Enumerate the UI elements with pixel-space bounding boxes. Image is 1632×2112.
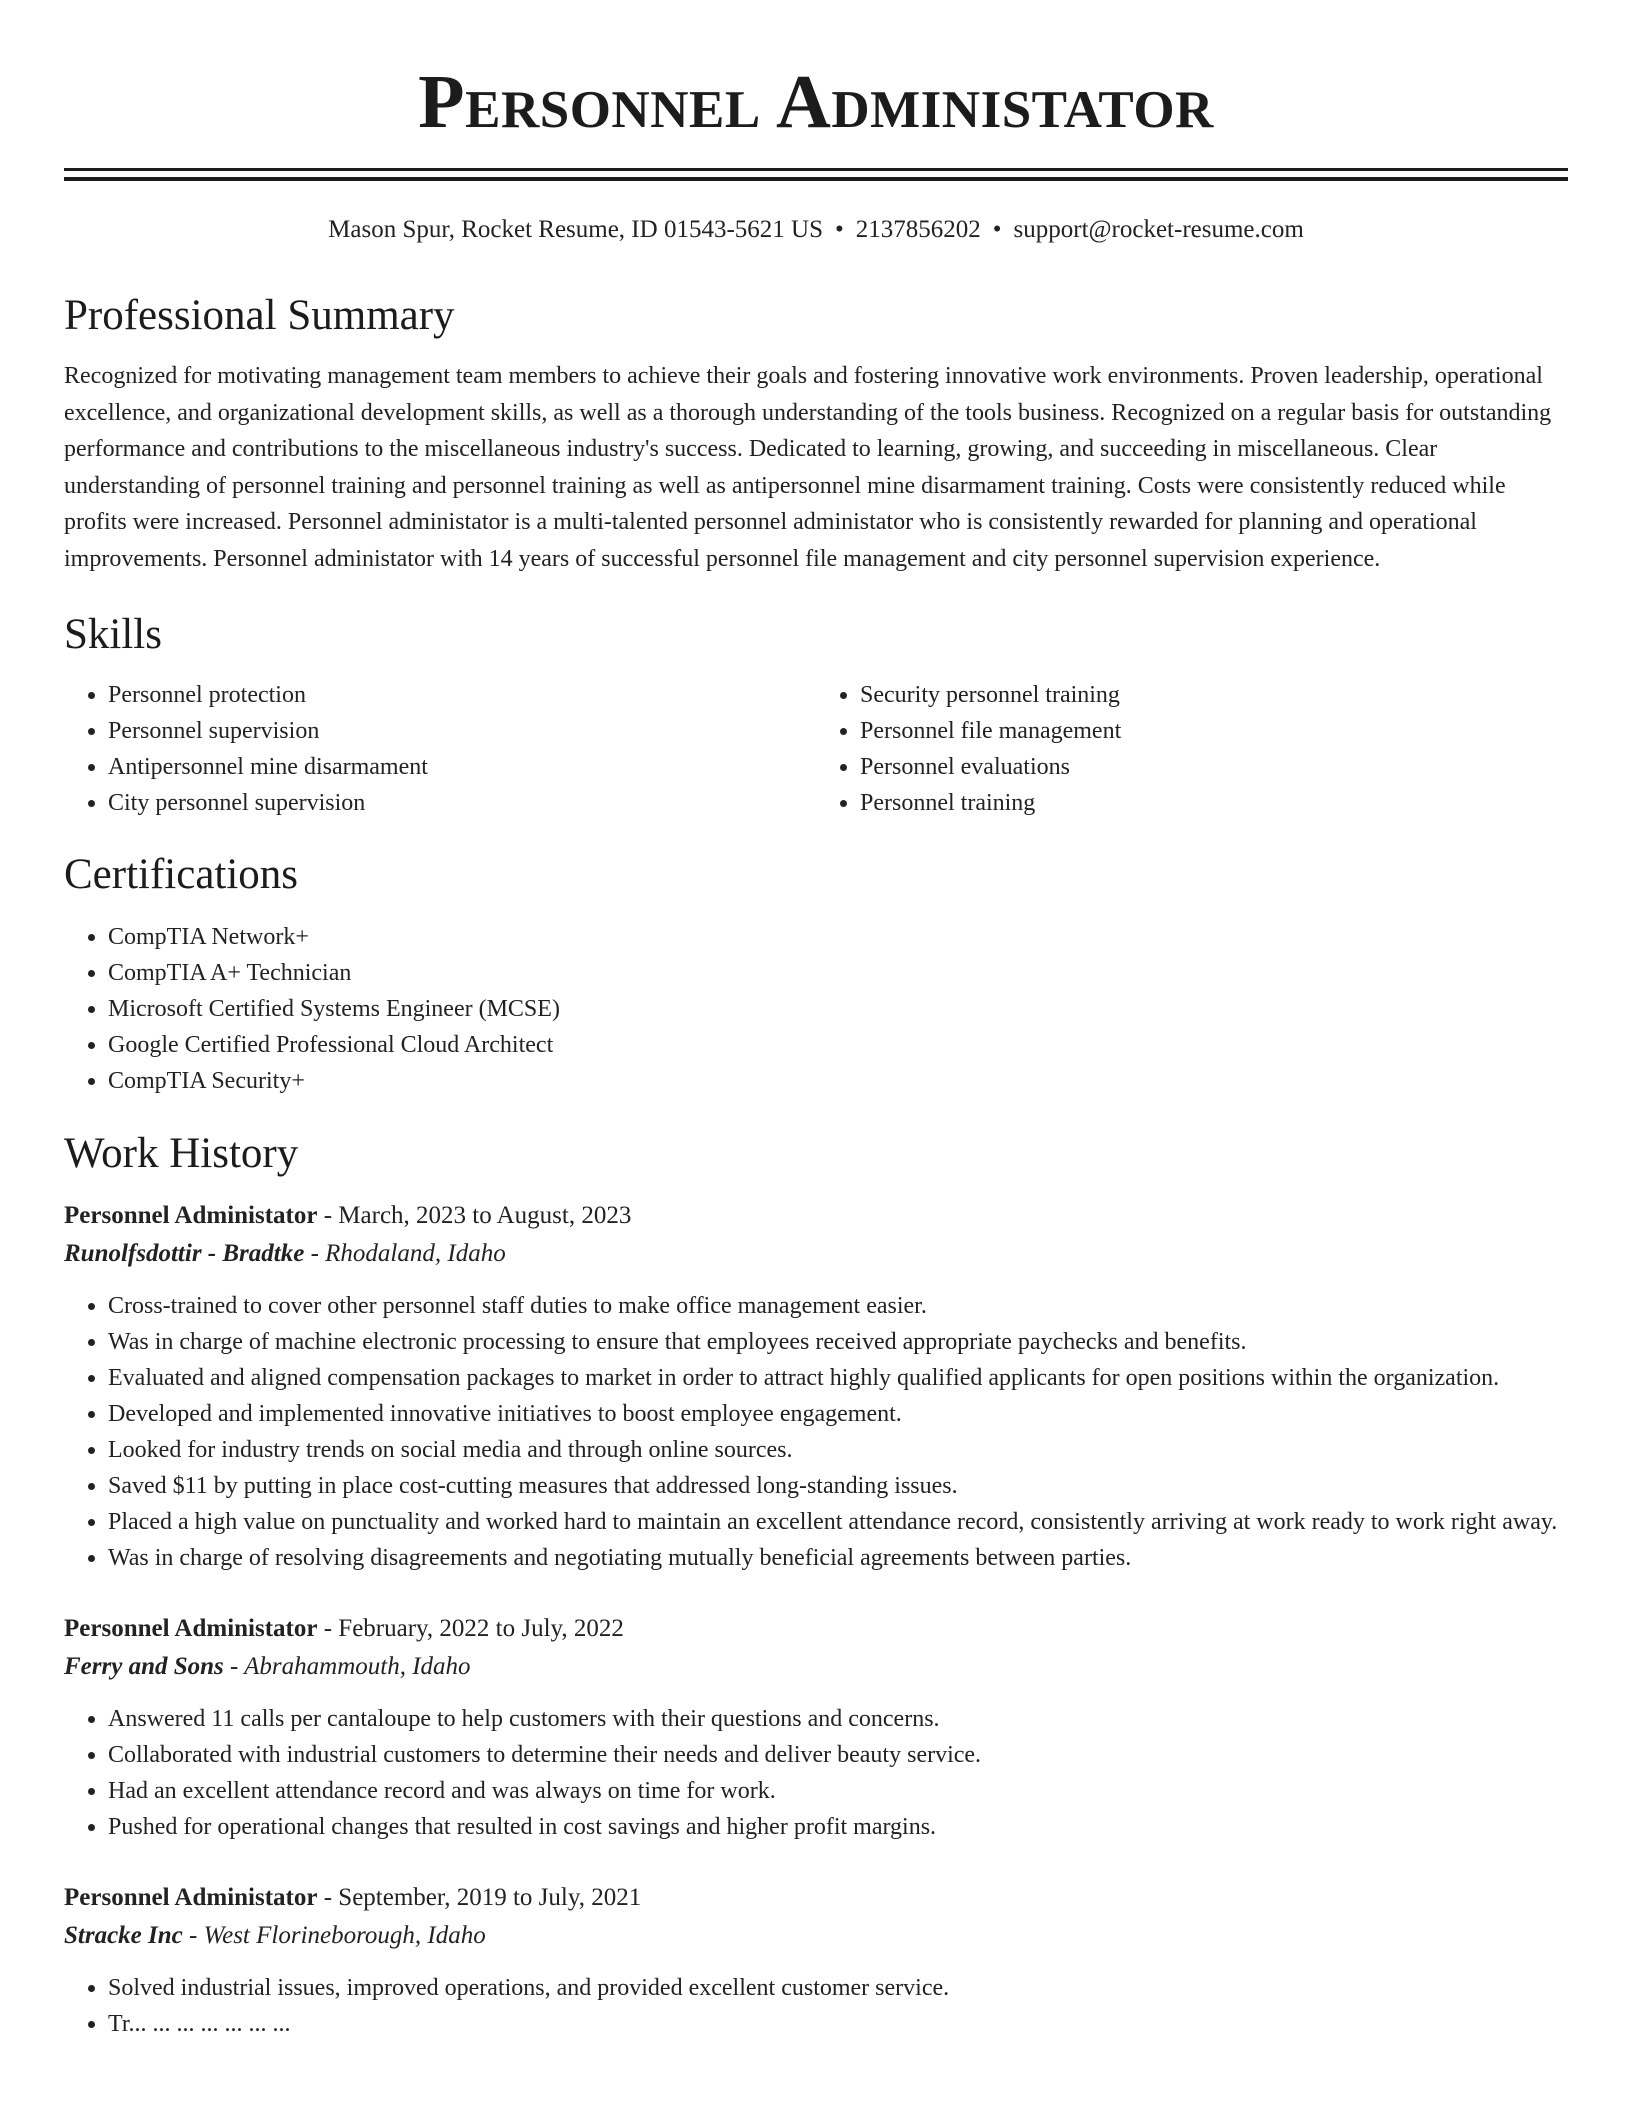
header-divider-thin bbox=[64, 177, 1568, 181]
contact-separator: • bbox=[992, 216, 1002, 243]
job-location: - Abrahammouth, Idaho bbox=[223, 1653, 471, 1680]
skills-columns bbox=[64, 677, 1568, 821]
resume-name: Personnel Administator bbox=[418, 60, 1214, 144]
job-entry bbox=[64, 1610, 1568, 1845]
job-company: Runolfsdottir - Bradtke bbox=[64, 1240, 305, 1267]
job-bullet: • Was in charge of resolving disagreements and negotiating mutually beneficial agreements between parties. bbox=[108, 1540, 1568, 1576]
job-bullet-list bbox=[64, 1970, 1568, 2042]
job-company: Stracke Inc bbox=[64, 1922, 183, 1949]
section-heading-work-history: Work History bbox=[64, 1130, 299, 1177]
skills-list-left bbox=[64, 677, 816, 821]
header-divider-thick bbox=[64, 168, 1568, 171]
job-bullet: • Answered 11 calls per cantaloupe to help customers with their questions and concerns. bbox=[108, 1701, 1568, 1737]
contact-line bbox=[64, 215, 1568, 245]
job-bullet: • Collaborated with industrial customers to determine their needs and deliver beauty service. bbox=[108, 1737, 1568, 1773]
certification-item: • CompTIA A+ Technician bbox=[108, 955, 1568, 991]
certification-item: • Microsoft Certified Systems Engineer (MCSE) bbox=[108, 991, 1568, 1027]
job-location: - Rhodaland, Idaho bbox=[304, 1240, 506, 1267]
skill-item: • Personnel supervision bbox=[108, 713, 816, 749]
job-title-line bbox=[64, 1879, 1568, 1917]
job-bullet: • Pushed for operational changes that resulted in cost savings and higher profit margins. bbox=[108, 1809, 1568, 1845]
job-title: Personnel Administator bbox=[64, 1615, 318, 1642]
job-bullet: • Had an excellent attendance record and was always on time for work. bbox=[108, 1773, 1568, 1809]
skills-list-right bbox=[816, 677, 1568, 821]
job-title: Personnel Administator bbox=[64, 1202, 318, 1229]
skill-item: • Personnel evaluations bbox=[860, 749, 1568, 785]
certifications-list bbox=[64, 919, 1568, 1099]
job-bullet-list bbox=[64, 1701, 1568, 1845]
job-company: Ferry and Sons bbox=[64, 1653, 224, 1680]
job-bullet: • Placed a high value on punctuality and worked hard to maintain an excellent attendance record, consistently arriving at work ready to work right away. bbox=[108, 1504, 1568, 1540]
job-bullet: • Was in charge of machine electronic processing to ensure that employees received appropriate paychecks and benefits. bbox=[108, 1324, 1568, 1360]
job-bullet: • Evaluated and aligned compensation packages to market in order to attract highly qualified applicants for open positions within the organization. bbox=[108, 1360, 1568, 1396]
job-bullet: • Looked for industry trends on social media and through online sources. bbox=[108, 1432, 1568, 1468]
section-heading-summary: Professional Summary bbox=[64, 292, 455, 339]
contact-separator: • bbox=[834, 216, 844, 243]
job-company-line bbox=[64, 1917, 1568, 1955]
job-title-line bbox=[64, 1610, 1568, 1648]
section-heading-skills: Skills bbox=[64, 611, 162, 658]
job-bullet: • Saved $11 by putting in place cost-cutting measures that addressed long-standing issues. bbox=[108, 1468, 1568, 1504]
skill-item: • Personnel file management bbox=[860, 713, 1568, 749]
skill-item: • Antipersonnel mine disarmament bbox=[108, 749, 816, 785]
job-location: - West Florineborough, Idaho bbox=[182, 1922, 486, 1949]
certification-item: • Google Certified Professional Cloud Architect bbox=[108, 1027, 1568, 1063]
job-dates: - February, 2022 to July, 2022 bbox=[317, 1615, 624, 1642]
section-heading-certifications: Certifications bbox=[64, 851, 299, 898]
job-title-line bbox=[64, 1197, 1568, 1235]
job-bullet: • Solved industrial issues, improved operations, and provided excellent customer service. bbox=[108, 1970, 1568, 2006]
job-bullet: • Tr... ... ... ... ... ... ... bbox=[108, 2006, 1568, 2042]
job-dates: - September, 2019 to July, 2021 bbox=[317, 1884, 642, 1911]
job-dates: - March, 2023 to August, 2023 bbox=[317, 1202, 632, 1229]
skill-item: • City personnel supervision bbox=[108, 785, 816, 821]
contact-phone: 2137856202 bbox=[855, 216, 981, 243]
contact-email: support@rocket-resume.com bbox=[1013, 216, 1304, 243]
job-entry bbox=[64, 1197, 1568, 1576]
job-company-line bbox=[64, 1648, 1568, 1686]
contact-address: Mason Spur, Rocket Resume, ID 01543-5621 US bbox=[328, 216, 823, 243]
skill-item: • Personnel protection bbox=[108, 677, 816, 713]
job-bullet: • Developed and implemented innovative initiatives to boost employee engagement. bbox=[108, 1396, 1568, 1432]
skill-item: • Personnel training bbox=[860, 785, 1568, 821]
summary-text: Recognized for motivating management team members to achieve their goals and fostering innovative work environments. Proven leadership, operational excellence, and organizational development skills, as well as a thorough understanding of the tools business. Recognized on a regular basis for outstanding performance and contributions to the miscellaneous industry's success. Dedicated to learning, growing, and succeeding in miscellaneous. Clear understanding of personnel training and personnel training as well as antipersonnel mine disarmament training. Costs were consistently reduced while profits were increased. Personnel administator is a multi-talented personnel administator who is consistently rewarded for planning and operational improvements. Personnel administator with 14 years of successful personnel file management and city personnel supervision experience. bbox=[64, 363, 1552, 572]
job-company-line bbox=[64, 1235, 1568, 1273]
job-bullet: • Cross-trained to cover other personnel staff duties to make office management easier. bbox=[108, 1288, 1568, 1324]
certification-item: • CompTIA Security+ bbox=[108, 1063, 1568, 1099]
skill-item: • Security personnel training bbox=[860, 677, 1568, 713]
job-bullet-list bbox=[64, 1288, 1568, 1576]
job-entry bbox=[64, 1879, 1568, 2042]
job-title: Personnel Administator bbox=[64, 1884, 318, 1911]
certification-item: • CompTIA Network+ bbox=[108, 919, 1568, 955]
